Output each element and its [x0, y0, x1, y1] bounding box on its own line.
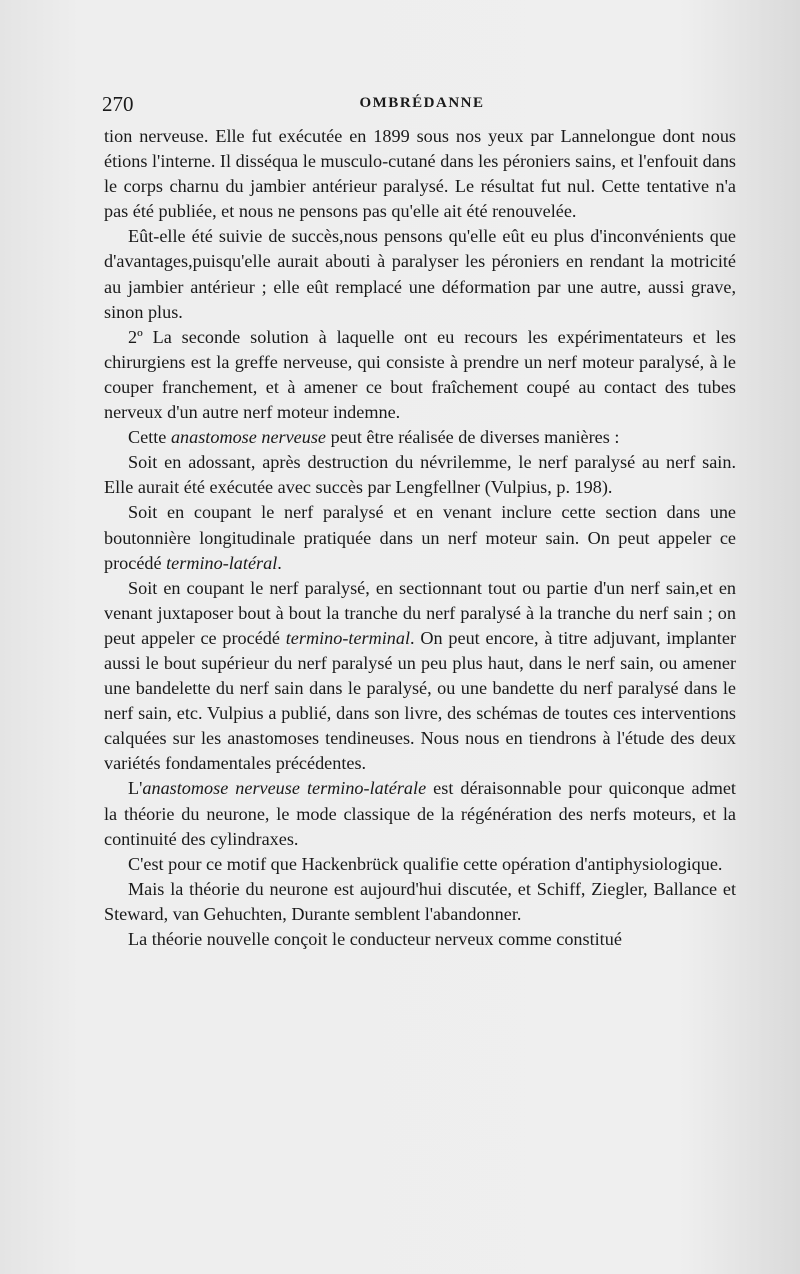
italic-term: termino-terminal — [285, 627, 411, 648]
paragraph — [104, 576, 736, 777]
text-run: 2º La seconde solution à laquelle ont eu recours les expérimentateurs et les chirurgiens est la greffe nerveuse, qui consiste à prendre un nerf moteur paralysé, à le couper franchement, et à amener ce bout fraîchement coupé au contact des tubes nerveux d'un autre nerf moteur indemne. — [104, 326, 736, 423]
text-run: Soit en adossant, après destruction du névrilemme, le nerf paralysé au nerf sain. Elle aurait été exécutée avec succès par Lengfellner (Vulpius, p. 198). — [104, 452, 736, 498]
text-run: L' — [128, 778, 143, 799]
italic-term: termino-latéral — [166, 552, 278, 573]
text-run: Soit en coupant le nerf paralysé, en sectionnant tout ou partie d'un nerf sain,et en venant juxtaposer bout à bout la tranche du nerf paralysé à la tranche du nerf sain ; on peut appeler ce procédé — [104, 577, 736, 648]
paragraph — [104, 224, 736, 324]
page-number: 270 — [102, 92, 134, 116]
paragraph — [104, 877, 736, 927]
page-header — [102, 92, 742, 120]
body-text — [104, 124, 736, 952]
paragraph — [104, 852, 736, 877]
text-run: Soit en coupant le nerf paralysé et en venant inclure cette section dans une boutonnière longitudinale pratiquée dans un nerf moteur sain. On peut appeler ce procédé — [104, 502, 736, 573]
paragraph — [104, 500, 736, 575]
text-run: peut être réalisée de diverses manières : — [326, 427, 620, 448]
running-title: OMBRÉDANNE — [359, 95, 485, 111]
paragraph — [104, 927, 736, 952]
paragraph — [104, 124, 736, 224]
text-run: Eût-elle été suivie de succès,nous pensons qu'elle eût eu plus d'inconvénients que d'avantages,puisqu'elle aurait abouti à paralyser les péroniers en rendant la motricité au jambier antérieur ; elle eût remplacé une déformation par une autre, aussi grave, sinon plus. — [104, 226, 736, 322]
text-run: est déraisonnable pour quiconque admet la théorie du neurone, le mode classique de la régénération des nerfs moteurs, et la continuité des cylindraxes. — [104, 778, 736, 849]
text-run: tion nerveuse. Elle fut exécutée en 1899 sous nos yeux par Lannelongue dont nous étions l'interne. Il disséqua le musculo-cutané dans les péroniers sains, et l'enfouit dans le corps charnu du jambier antérieur paralysé. Le résultat fut nul. Cette tentative n'a pas été publiée, et nous ne pensons pas qu'elle ait été renouvelée. — [104, 126, 736, 222]
text-run: . — [277, 552, 282, 573]
paragraph — [104, 325, 736, 425]
paragraph — [104, 425, 736, 450]
text-run: . On peut encore, à titre adjuvant, implanter aussi le bout supérieur du nerf paralysé un peu plus haut, dans le nerf sain, ou amener une bandelette du nerf sain dans le paralysé, ou une bandette du nerf paralysé dans le nerf sain, etc. Vulpius a publié, dans son livre, des schémas de toutes ces interventions calquées sur les anastomoses tendineuses. Nous nous en tiendrons à l'étude des deux variétés fondamentales précédentes. — [104, 627, 736, 774]
italic-term: anastomose nerveuse termino-latérale — [142, 778, 427, 799]
paragraph — [104, 776, 736, 851]
text-run: Mais la théorie du neurone est aujourd'hui discutée, et Schiff, Ziegler, Ballance et Steward, van Gehuchten, Durante semblent l'abandonner. — [104, 878, 736, 924]
text-run: Cette — [128, 427, 171, 448]
paragraph — [104, 450, 736, 500]
text-run: La théorie nouvelle conçoit le conducteur nerveux comme constitué — [128, 929, 622, 949]
italic-term: anastomose nerveuse — [170, 427, 327, 448]
text-run: C'est pour ce motif que Hackenbrück qualifie cette opération d'antiphysiologique. — [128, 853, 723, 874]
